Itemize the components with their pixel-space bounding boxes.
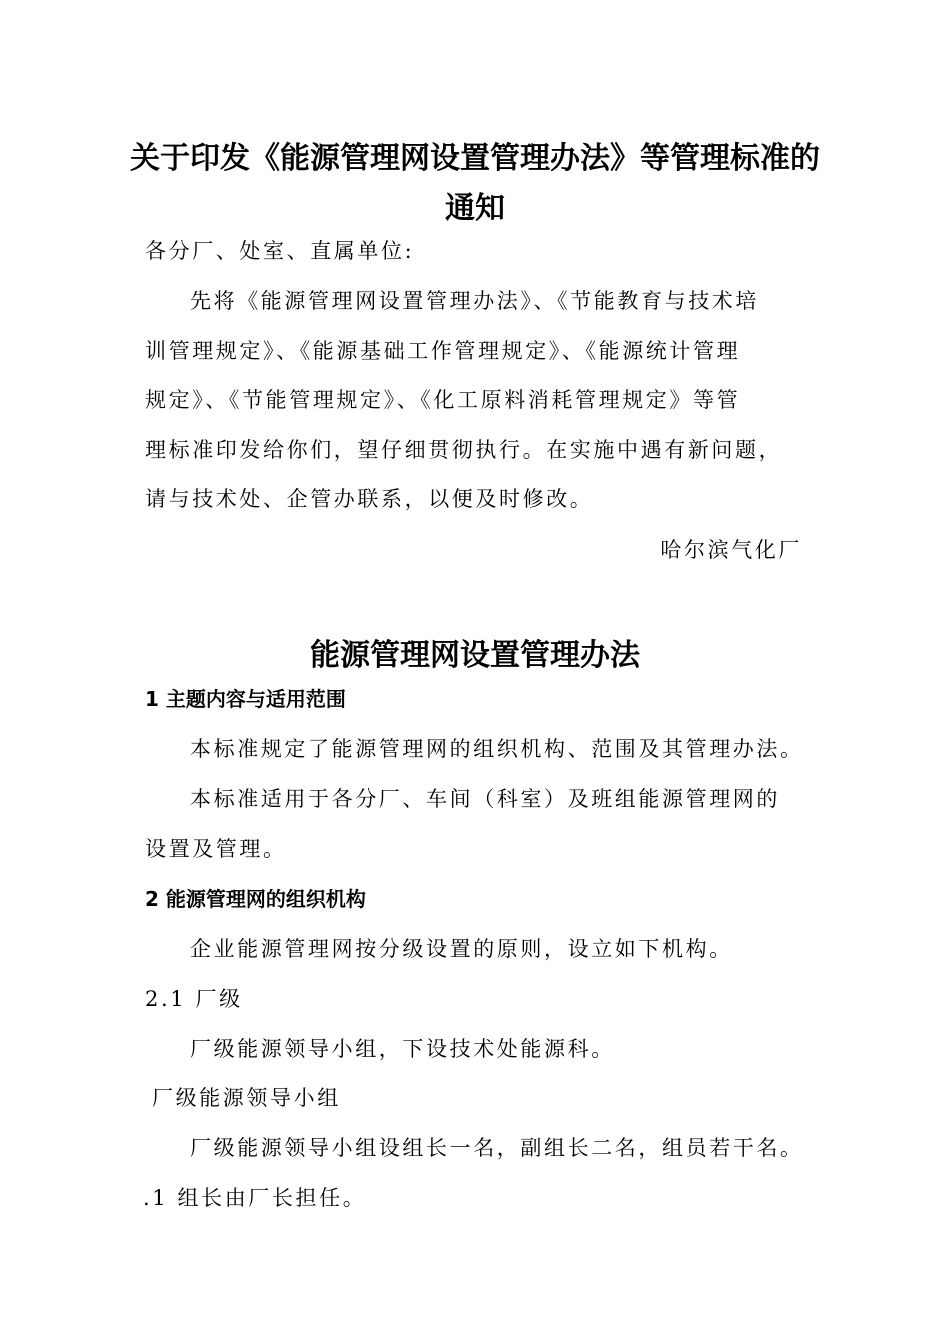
regulation-title: 能源管理网设置管理办法 xyxy=(310,638,640,673)
notice-salutation: 各分厂、处室、直属单位: xyxy=(145,239,415,263)
section-1-heading: 1 主题内容与适用范围 xyxy=(145,687,346,711)
section-1-line: 本标准规定了能源管理网的组织机构、范围及其管理办法。 xyxy=(190,737,804,761)
notice-body-line: 请与技术处、企管办联系，以便及时修改。 xyxy=(145,487,594,511)
notice-body-line: 训管理规定》、《能源基础工作管理规定》、《能源统计管理 xyxy=(145,339,741,363)
leader-group-heading: 厂级能源领导小组 xyxy=(152,1086,341,1110)
section-1-line: 本标准适用于各分厂、车间（科室）及班组能源管理网的 xyxy=(190,787,780,811)
notice-body-line: 规定》、《节能管理规定》、《化工原料消耗管理规定》等管 xyxy=(145,388,741,412)
section-1-line: 设置及管理。 xyxy=(145,837,287,861)
notice-body-line: 理标准印发给你们，望仔细贯彻执行。在实施中遇有新问题， xyxy=(145,438,783,462)
subsection-2-1-line: 厂级能源领导小组，下设技术处能源科。 xyxy=(190,1037,615,1061)
section-2-line: 企业能源管理网按分级设置的原则，设立如下机构。 xyxy=(190,937,733,961)
section-2-heading: 2 能源管理网的组织机构 xyxy=(145,887,366,911)
item-1-line: .1 组长由厂长担任。 xyxy=(143,1186,367,1210)
notice-body-line: 先将《能源管理网设置管理办法》、《节能教育与技术培 xyxy=(190,289,759,313)
notice-title-line1: 关于印发《能源管理网设置管理办法》等管理标准的 xyxy=(130,141,820,176)
notice-signature: 哈尔滨气化厂 xyxy=(660,538,802,562)
leader-group-line: 厂级能源领导小组设组长一名，副组长二名，组员若干名。 xyxy=(190,1136,804,1160)
subsection-2-1-heading: 2.1 厂级 xyxy=(145,987,243,1011)
notice-title-line2: 通知 xyxy=(445,191,505,226)
